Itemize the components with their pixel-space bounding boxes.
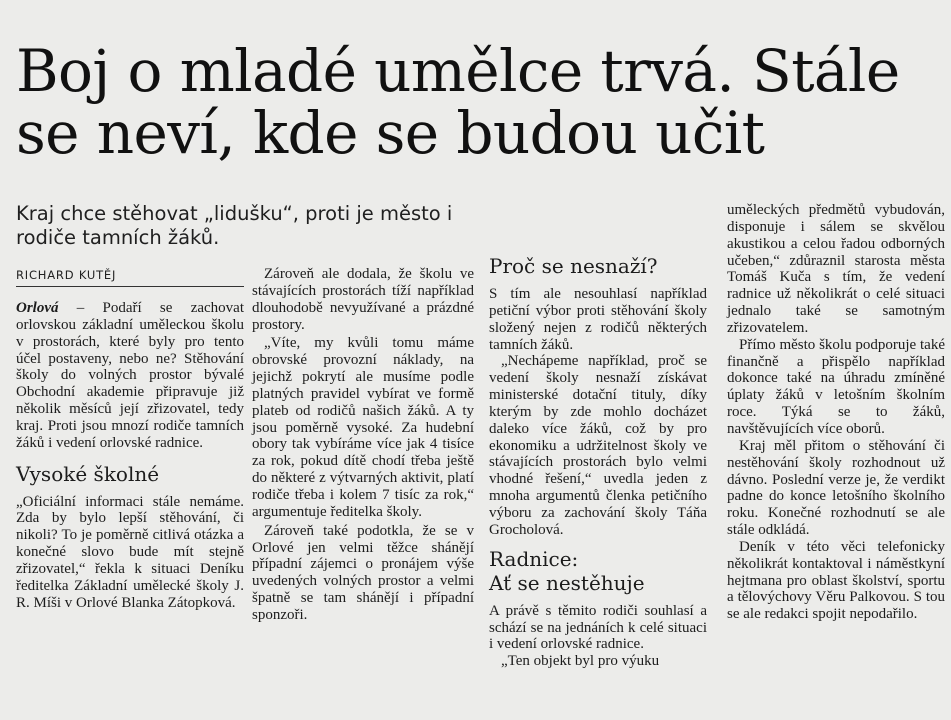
byline: RICHARD KUTĚJ xyxy=(16,268,117,282)
subheading: Vysoké školné xyxy=(16,461,160,486)
lead-text: – Podaří se zachovat orlovskou základní uměleckou školu v prostorách, které byly pro tento účel postaveny, nebo ne? Stěhování školy do volných prostor bývalé Obchodní akademie připravuje již několik měsíců její zřizovatel, tedy kraj. Proti jsou mnozí rodiče tamních žáků i vedení orlovské radnice. xyxy=(16,300,244,451)
byline-divider xyxy=(16,286,244,287)
column-4 xyxy=(727,202,945,623)
paragraph: Přímo město školu podporuje také finančně a přispělo například dokonce také na úhradu zmíněné úplaty žáků v letošním školním roce. Týká se to žáků, navštěvujících více oborů. xyxy=(727,336,945,437)
paragraph: Zároveň také podotkla, že se v Orlové jen velmi těžce shánějí případní zájemci o pronájem výše uvedených volných prostor a velmi špatně se tam shánějí i případní sponzoři. xyxy=(252,522,474,623)
column-1 xyxy=(16,300,244,612)
column-2 xyxy=(252,266,474,624)
paragraph: „Víte, my kvůli tomu máme obrovské provozní náklady, na jejichž pokrytí ale musíme podle platných pravidel vybírat ve formě plateb od rodičů našich žáků. A ty jsou poměrně vysoké. Za hudební obory tak vybíráme více jak 4 tisíce za rok, pokud dítě chodí třeba ještě do některé z výtvarných aktivit, platí rodiče třeba i kolem 7 tisíc za rok,“ argumentuje ředitelka školy. xyxy=(252,335,474,520)
paragraph: „Ten objekt byl pro výuku xyxy=(501,653,660,670)
paragraph: Kraj měl přitom o stěhování či nestěhování školy rozhodnout už dávno. Poslední verze je, že verdikt padne do konce letošního školního roku. Konečné rozhodnutí se ale stále odkládá. xyxy=(727,437,945,539)
paragraph: S tím ale nesouhlasí například petiční výbor proti stěhování školy složený nejen z rodičů některých tamních žáků. xyxy=(489,286,707,353)
paragraph: Deník v této věci telefonicky několikrát kontaktoval i náměstkyní hejtmana pro oblast školství, sportu a tělovýchovy Věru Palkovou. S tou se ale redakci spojit nepodařilo. xyxy=(727,538,945,623)
subheading xyxy=(489,547,707,595)
paragraph: „Oficiální informaci stále nemáme. Zda by bylo lepší stěhování, či nikoli? To je poměrně citlivá otázka a konečné slovo bude mít stejně zřizovatel,“ řekla k situaci Deníku ředitelka Základní umělecké školy J. R. Míši v Orlové Blanka Zátopková. xyxy=(16,493,244,611)
subheading: Proč se nesnaží? xyxy=(489,254,658,278)
paragraph: „Nechápeme například, proč se vedení školy nesnaží získávat ministerské dotační tituly, díky kterým by zde mohlo docházet daleko více žáků, což by pro ekonomiku a udržitelnost školy ve stávajících prostorách bylo velmi vhodné řešení,“ uvedla jeden z mnoha argumentů členka petičního výboru za zachování školy Táňa Grocholová. xyxy=(489,353,707,538)
column-3 xyxy=(489,254,707,670)
paragraph: A právě s těmito rodiči souhlasí a schází se na jednáních k celé situaci i vedení orlovské radnice. xyxy=(489,602,707,653)
headline: Boj o mladé umělce trvá. Stále se neví, kde se budou učit xyxy=(16,37,900,167)
subtitle: Kraj chce stěhovat „lidušku“, proti je město i rodiče tamních žáků. xyxy=(16,202,453,249)
paragraph xyxy=(16,300,244,452)
paragraph: Zároveň ale dodala, že školu ve stávajících prostorách tíží například dlouhodobě nevyužívané a prázdné prostory. xyxy=(252,266,474,333)
subheading-line: Radnice: xyxy=(489,546,579,571)
subheading-line: Ať se nestěhuje xyxy=(489,570,645,595)
dateline-place: Orlová xyxy=(16,300,59,316)
paragraph: uměleckých předmětů vybudován, disponuje i sálem se skvělou akustikou a celou řadou odborných učeben,“ zdůraznil starosta města Tomáš Kuča s tím, že vedení radnice už několikrát o celé situaci jednalo také se samotným zřizovatelem. xyxy=(727,202,945,336)
